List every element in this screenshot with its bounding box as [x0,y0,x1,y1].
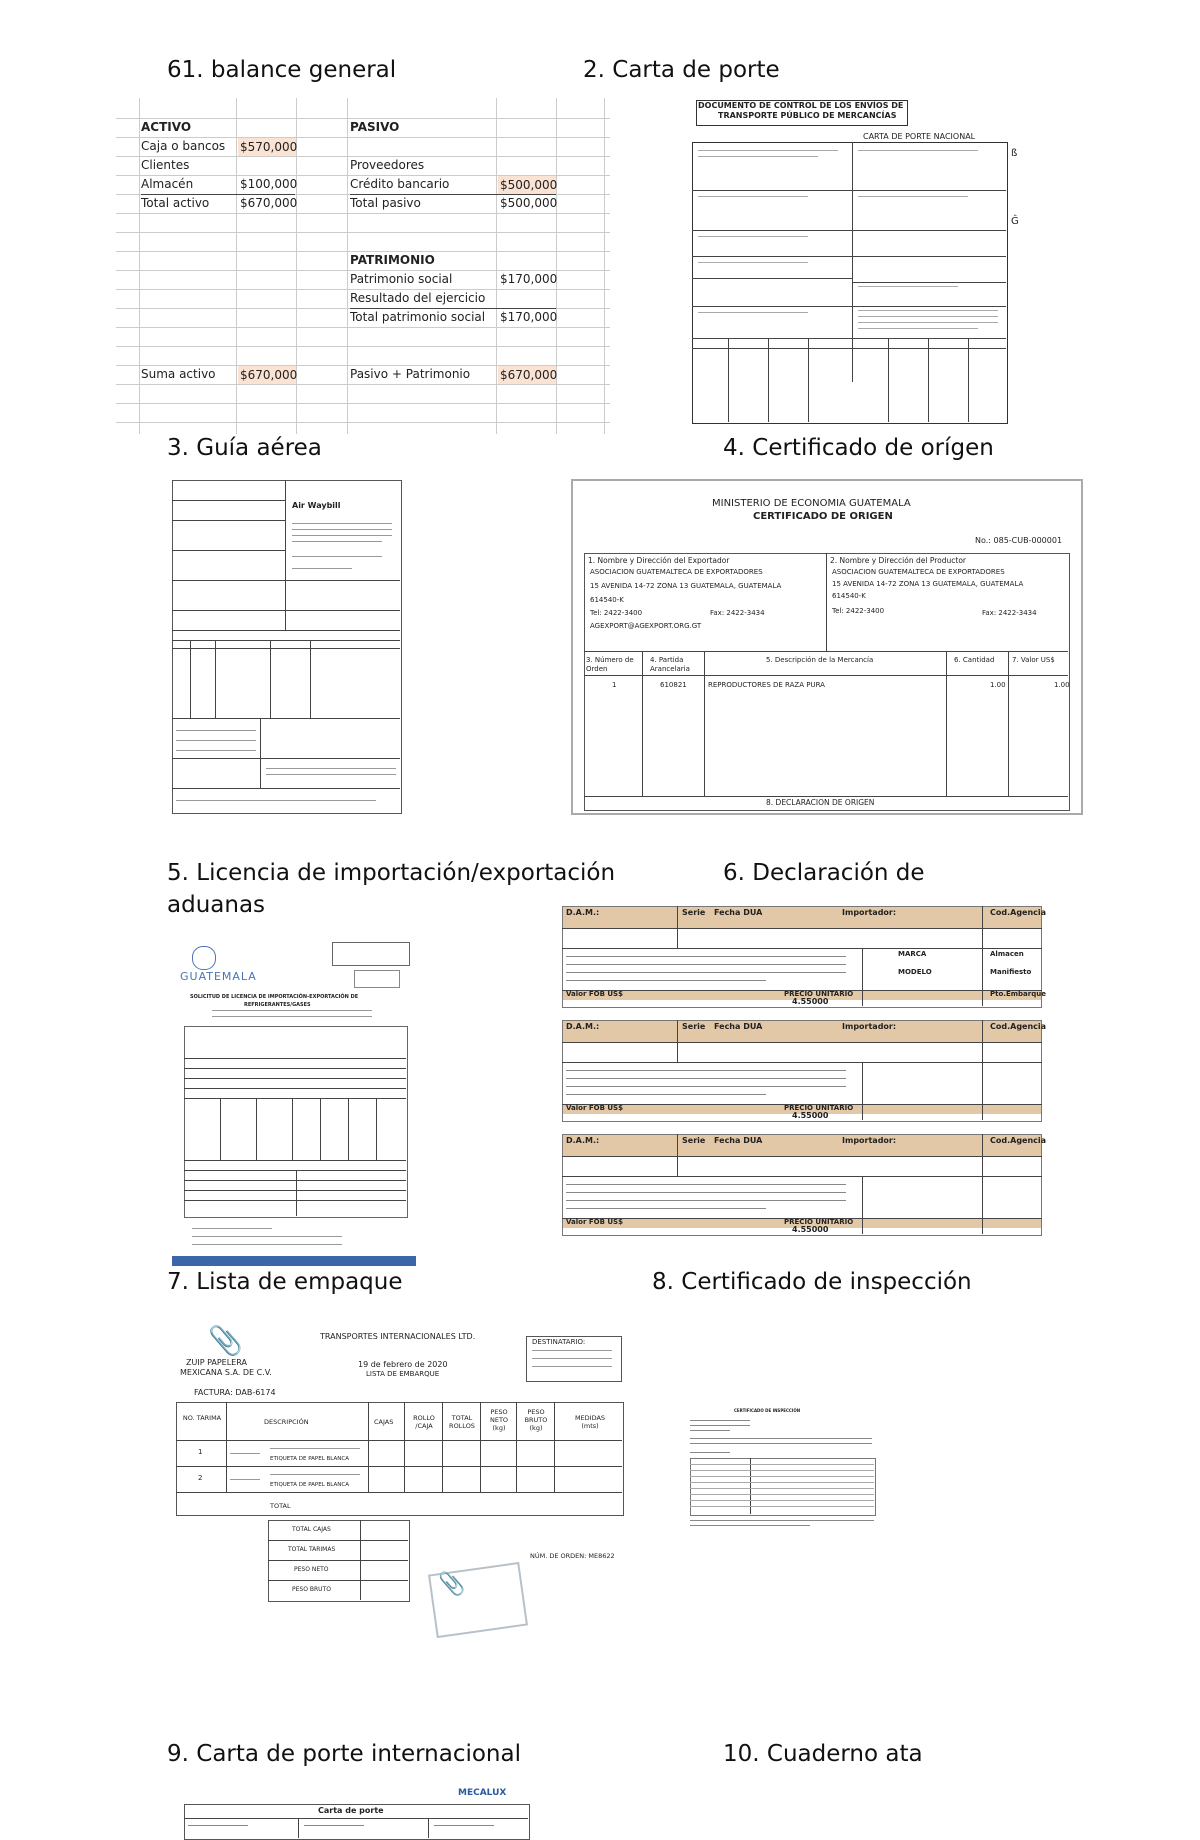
cert-row-cantidad: 1.00 [990,681,1006,689]
cert-row-valor: 1.00 [1054,681,1070,689]
dam3-precio-valor: 4.55000 [792,1225,829,1234]
dam2-fecha: Fecha DUA [714,1022,763,1031]
dam2-cod-agencia: Cod.Agencia [990,1022,1047,1031]
empaque-peso-neto: PESO NETO [294,1566,329,1573]
dam1-almacen: Almacen [990,950,1024,958]
cert-row-numero: 1 [612,681,617,689]
cert-row-partida: 610821 [660,681,687,689]
carta-nacional-title: CARTA DE PORTE NACIONAL [863,132,976,141]
dam1-precio-valor: 4.55000 [792,997,829,1006]
balance-total-patrimonio-label: Total patrimonio social [350,310,486,324]
cert-col-descripcion: 5. Descripción de la Mercancía [766,656,874,664]
dam1-importador: Importador: [842,908,897,917]
dam3-precio-unitario: PRECIO UNITARIO [784,1218,854,1226]
declaracion-image [562,906,1047,1236]
dam1-cod-agencia: Cod.Agencia [990,908,1047,917]
dam2-valor-fob: Valor FOB US$ [566,1104,623,1112]
balance-caja-label: Caja o bancos [141,139,226,153]
empaque-fecha: 19 de febrero de 2020 [358,1360,448,1369]
dam3-importador: Importador: [842,1136,897,1145]
carta-porte-internacional-image [178,1784,530,1835]
cert-declaracion: 8. DECLARACION DE ORIGEN [766,798,875,807]
cert-productor-fax: Fax: 2422-3434 [982,609,1037,617]
dam1-marca: MARCA [898,950,927,958]
balance-general-image [116,98,610,434]
porte-internacional-titulo: Carta de porte [318,1806,384,1815]
licencia-titulo-1: SOLICITUD DE LICENCIA DE IMPORTACIÓN-EXPORTACIÓN DE [190,994,359,1000]
dam2-precio-unitario: PRECIO UNITARIO [784,1104,854,1112]
caption-guia-aerea: 3. Guía aérea [167,435,322,461]
empaque-cliente-2: MEXICANA S.A. DE C.V. [180,1368,272,1377]
balance-total-pasivo-label: Total pasivo [350,196,421,210]
cert-ministerio: MINISTERIO DE ECONOMIA GUATEMALA [712,498,911,509]
cert-exportador-tel: Tel: 2422-3400 [590,609,643,617]
cert-exportador-nit: 614540-K [590,596,624,604]
dam3-fecha: Fecha DUA [714,1136,763,1145]
balance-almacen-value: $100,000 [240,177,298,191]
cert-productor-direccion: 15 AVENIDA 14-72 ZONA 13 GUATEMALA, GUATEMALA [832,580,1024,588]
caption-licencia-line1: 5. Licencia de importación/exportación [167,860,616,886]
paperclip-icon: 📎 [208,1324,243,1357]
dam2-label: D.A.M.: [566,1022,600,1031]
caption-lista-empaque: 7. Lista de empaque [167,1269,403,1295]
cert-col-valor: 7. Valor US$ [1012,656,1055,664]
empaque-orden: NÚM. DE ORDEN: ME8622 [530,1552,615,1560]
dam1-modelo: MODELO [898,968,932,976]
balance-proveedores-label: Proveedores [350,158,425,172]
licencia-titulo-2: REFRIGERANTES/GASES [244,1002,311,1008]
stamp-paperclip-icon: 📎 [438,1572,466,1597]
empaque-col-total: TOTAL ROLLOS [449,1414,475,1430]
empaque-row1-desc: ETIQUETA DE PAPEL BLANCA [270,1456,349,1462]
empaque-destinatario: DESTINATARIO: [532,1338,586,1346]
dam1-fecha: Fecha DUA [714,908,763,917]
dam3-cod-agencia: Cod.Agencia [990,1136,1047,1145]
dam3-valor-fob: Valor FOB US$ [566,1218,623,1226]
empaque-row1-no: 1 [198,1448,203,1456]
balance-patrimonio-social-label: Patrimonio social [350,272,453,286]
cert-exportador-label: 1. Nombre y Dirección del Exportador [588,556,730,565]
empaque-total-cajas: TOTAL CAJAS [292,1526,331,1533]
balance-resultado-label: Resultado del ejercicio [350,291,486,305]
cert-col-partida: 4. Partida Arancelaria [650,656,690,673]
balance-total-activo-label: Total activo [141,196,210,210]
licencia-pais: GUATEMALA [180,970,257,983]
balance-suma-activo-value: $670,000 [240,368,298,382]
caption-cuaderno-ata: 10. Cuaderno ata [723,1741,923,1767]
dam1-manifiesto: Manifiesto [990,968,1032,976]
empaque-total: TOTAL [270,1502,291,1510]
empaque-empresa: TRANSPORTES INTERNACIONALES LTD. [320,1332,476,1341]
cert-productor-label: 2. Nombre y Dirección del Productor [830,556,966,565]
cert-numero: No.: 085-CUB-000001 [975,536,1063,545]
cert-titulo: CERTIFICADO DE ORIGEN [753,511,893,522]
mecalux-logo: MECALUX [458,1788,507,1798]
balance-credito-value: $500,000 [500,178,558,192]
cert-exportador-nombre: ASOCIACION GUATEMALTECA DE EXPORTADORES [590,568,763,576]
dam1-pto-embarque: Pto.Embarque [990,990,1046,998]
empaque-col-cajas: CAJAS [374,1418,394,1426]
cert-exportador-direccion: 15 AVENIDA 14-72 ZONA 13 GUATEMALA, GUATEMALA [590,582,782,590]
lista-empaque-image [170,1322,630,1652]
balance-patrimonio-label: PATRIMONIO [350,253,435,267]
balance-pasivo-label: PASIVO [350,120,400,134]
balance-clientes-label: Clientes [141,158,190,172]
inspeccion-titulo: CERTIFICADO DE INSPECCIÓN [734,1408,801,1413]
balance-total-pasivo-value: $500,000 [500,196,558,210]
empaque-col-tarima: NO. TARIMA [182,1414,222,1422]
carta-de-porte-image [688,98,1019,424]
caption-declaracion: 6. Declaración de [723,860,925,886]
balance-suma-activo-label: Suma activo [141,367,216,381]
cert-productor-nit: 614540-K [832,592,866,600]
empaque-col-descripcion: DESCRIPCIÓN [264,1418,309,1426]
empaque-col-rollo: ROLLO /CAJA [413,1414,435,1430]
cert-row-descripcion: REPRODUCTORES DE RAZA PURA [708,681,825,689]
balance-activo-label: ACTIVO [141,120,192,134]
balance-almacen-label: Almacén [141,177,194,191]
cert-productor-tel: Tel: 2422-3400 [832,607,885,615]
dam3-serie: Serie [682,1136,706,1145]
empaque-col-medidas: MEDIDAS (mts) [574,1414,606,1430]
empaque-col-neto: PESO NETO (kg) [489,1408,509,1432]
guia-aerea-image [170,478,404,816]
dam2-precio-valor: 4.55000 [792,1111,829,1120]
empaque-col-bruto: PESO BRUTO (kg) [524,1408,548,1432]
dam2-serie: Serie [682,1022,706,1031]
cert-productor-nombre: ASOCIACION GUATEMALTECA DE EXPORTADORES [832,568,1005,576]
caption-balance-general: 61. balance general [167,57,397,83]
balance-caja-value: $570,000 [240,140,298,154]
empaque-lista: LISTA DE EMBARQUE [366,1370,440,1378]
dam3-label: D.A.M.: [566,1136,600,1145]
balance-patrimonio-social-value: $170,000 [500,272,558,286]
carta-side-mark: ß [1011,148,1018,159]
caption-licencia-line2: aduanas [167,892,266,918]
empaque-factura: FACTURA: DAB-6174 [194,1388,276,1397]
caption-carta-porte-internacional: 9. Carta de porte internacional [167,1741,521,1767]
balance-credito-label: Crédito bancario [350,177,450,191]
empaque-row2-no: 2 [198,1474,203,1482]
dam1-serie: Serie [682,908,706,917]
dam1-precio-unitario: PRECIO UNITARIO [784,990,854,998]
balance-pasivo-patrimonio-label: Pasivo + Patrimonio [350,367,471,381]
caption-carta-de-porte: 2. Carta de porte [583,57,780,83]
cert-col-cantidad: 6. Cantidad [954,656,995,664]
carta-header-line2: TRANSPORTE PÚBLICO DE MERCANCÍAS [718,111,897,120]
empaque-peso-bruto: PESO BRUTO [292,1586,331,1593]
balance-total-patrimonio-value: $170,000 [500,310,558,324]
dam1-label: D.A.M.: [566,908,600,917]
empaque-cliente-1: ZUIP PAPELERA [186,1358,247,1367]
cert-email: AGEXPORT@AGEXPORT.ORG.GT [590,622,702,630]
balance-total-activo-value: $670,000 [240,196,298,210]
balance-pasivo-patrimonio-value: $670,000 [500,368,558,382]
cert-exportador-fax: Fax: 2422-3434 [710,609,765,617]
licencia-image [172,938,416,1266]
caption-certificado-inspeccion: 8. Certificado de inspección [652,1269,972,1295]
dam1-valor-fob: Valor FOB US$ [566,990,623,998]
empaque-total-tarimas: TOTAL TARIMAS [288,1546,336,1553]
caption-certificado-origen: 4. Certificado de orígen [723,435,994,461]
guia-title: Air Waybill [292,501,341,510]
certificado-origen-image [570,478,1082,814]
cert-col-orden: 3. Número de Orden [586,656,634,673]
dam2-importador: Importador: [842,1022,897,1031]
carta-side-mark-2: Ĝ [1011,216,1019,227]
empaque-row2-desc: ETIQUETA DE PAPEL BLANCA [270,1482,349,1488]
carta-header-line1: DOCUMENTO DE CONTROL DE LOS ENVÍOS DE [698,101,904,110]
certificado-inspeccion-image [686,1398,878,1532]
